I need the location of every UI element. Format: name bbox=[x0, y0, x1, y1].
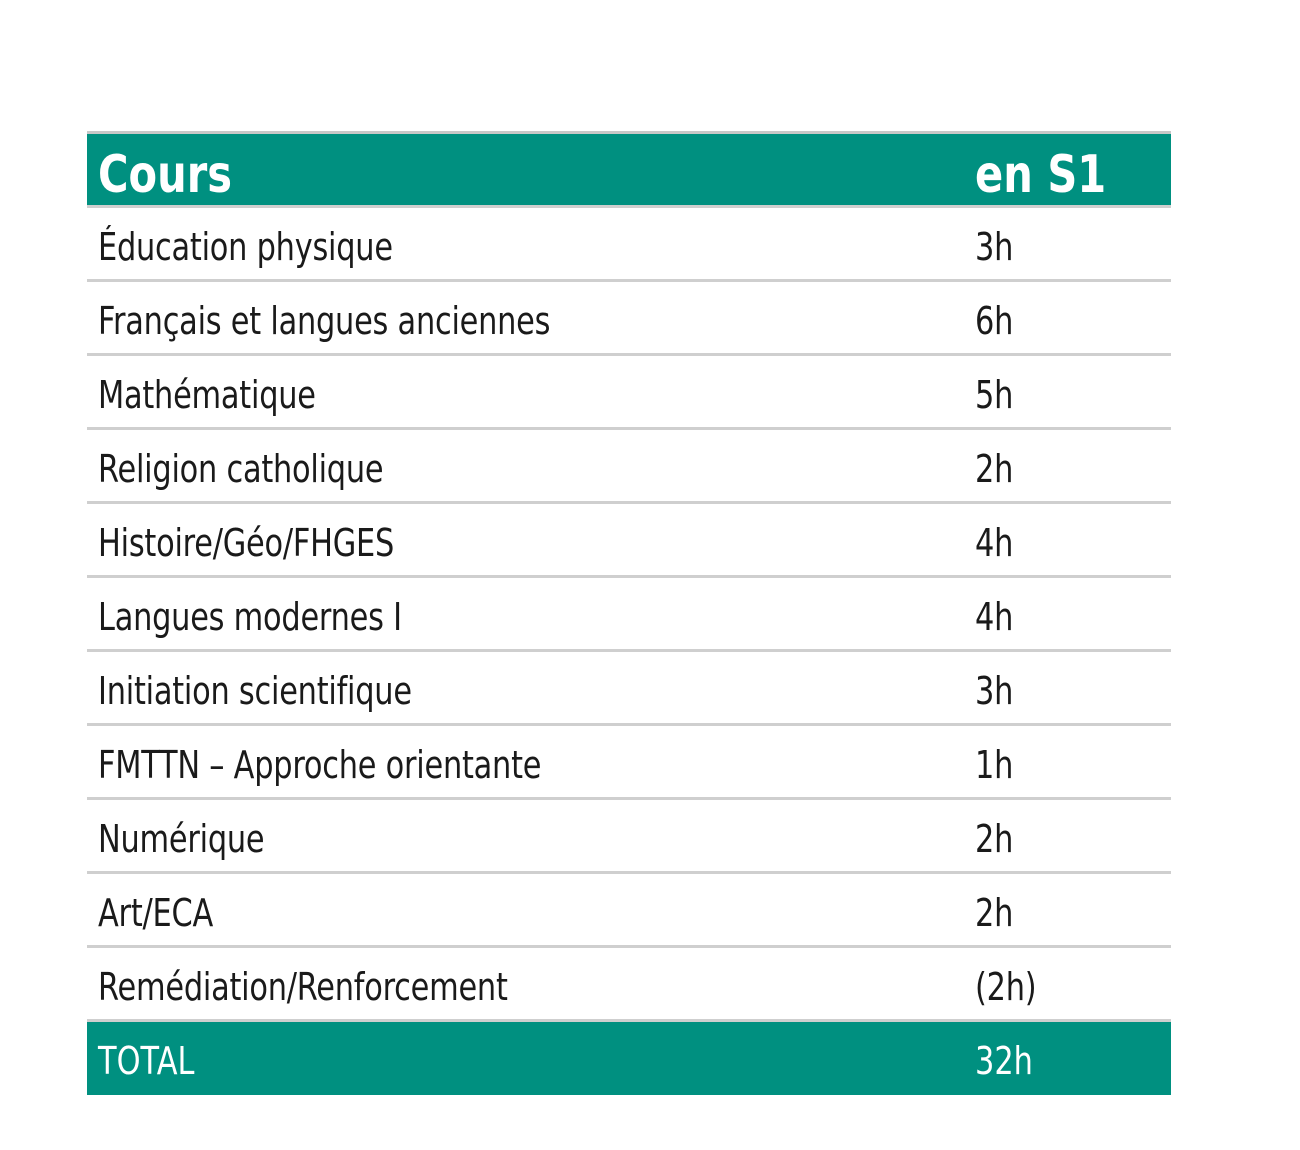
course-name: Langues modernes I bbox=[98, 595, 402, 639]
table-row bbox=[87, 430, 1171, 504]
total-label: TOTAL bbox=[98, 1039, 195, 1083]
course-name: Religion catholique bbox=[98, 447, 384, 491]
course-name: Art/ECA bbox=[98, 891, 214, 935]
course-name: Initiation scientifique bbox=[98, 669, 412, 713]
table-header-row bbox=[87, 134, 1171, 208]
course-name: Histoire/Géo/FHGES bbox=[98, 521, 395, 565]
header-hours: en S1 bbox=[975, 145, 1107, 205]
header-course: Cours bbox=[98, 145, 233, 205]
table-row bbox=[87, 948, 1171, 1022]
course-hours: 2h bbox=[975, 891, 1014, 935]
course-hours-table bbox=[87, 131, 1171, 1095]
table-row bbox=[87, 356, 1171, 430]
course-name: Numérique bbox=[98, 817, 265, 861]
table-row bbox=[87, 726, 1171, 800]
course-hours: 2h bbox=[975, 447, 1014, 491]
table-total-row bbox=[87, 1022, 1171, 1095]
table-row bbox=[87, 208, 1171, 282]
table-row bbox=[87, 800, 1171, 874]
table-row bbox=[87, 504, 1171, 578]
course-hours: (2h) bbox=[975, 965, 1037, 1009]
total-hours: 32h bbox=[975, 1039, 1033, 1083]
course-hours: 6h bbox=[975, 299, 1014, 343]
table-row bbox=[87, 282, 1171, 356]
course-hours: 3h bbox=[975, 669, 1014, 713]
table-row bbox=[87, 874, 1171, 948]
table-row bbox=[87, 578, 1171, 652]
course-name: FMTTN – Approche orientante bbox=[98, 743, 542, 787]
table-row bbox=[87, 652, 1171, 726]
course-hours: 5h bbox=[975, 373, 1014, 417]
course-name: Éducation physique bbox=[98, 225, 393, 269]
course-hours: 1h bbox=[975, 743, 1014, 787]
course-hours: 3h bbox=[975, 225, 1014, 269]
course-hours: 4h bbox=[975, 521, 1014, 565]
course-hours: 4h bbox=[975, 595, 1014, 639]
course-hours: 2h bbox=[975, 817, 1014, 861]
course-name: Mathématique bbox=[98, 373, 316, 417]
course-name: Français et langues anciennes bbox=[98, 299, 551, 343]
course-name: Remédiation/Renforcement bbox=[98, 965, 508, 1009]
